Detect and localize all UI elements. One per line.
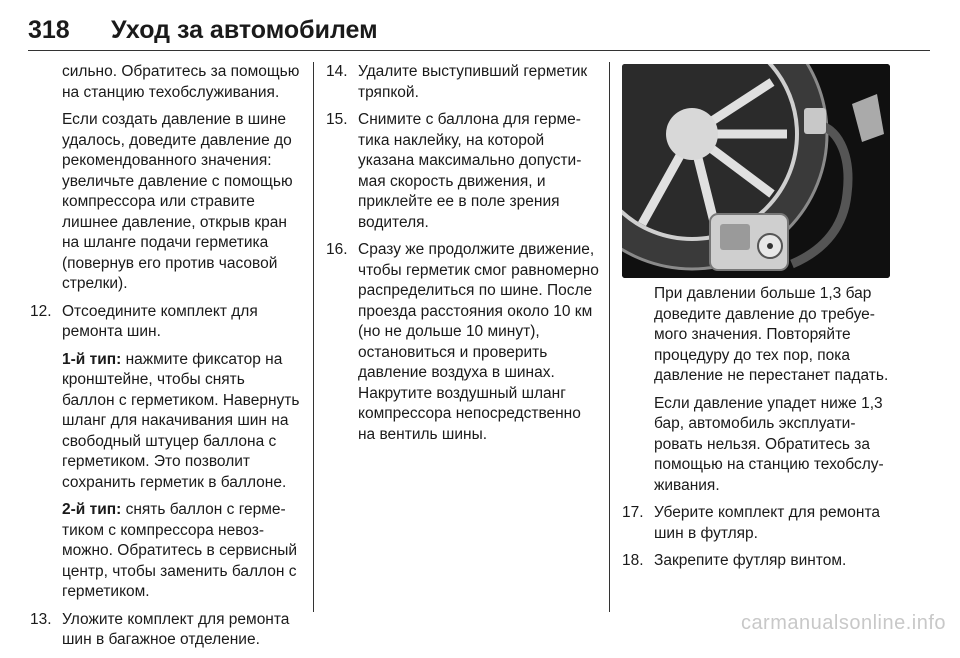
paragraph: При давлении больше 1,3 бар доведите давление до требуемого значения. Повторяйте процедуру до тех пор, пока давление не перестанет падать. [654, 285, 889, 384]
watermark: carmanualsonline.info [740, 612, 946, 634]
step-text: Снимите с баллона для герметика наклейку, на которой указана максимально допустимая скорость движения, и приклейте ее в поле зрения водителя. [358, 111, 582, 231]
step-number: 17. [622, 504, 644, 521]
step-text: Удалите выступивший герметик тряпкой. [358, 63, 588, 101]
step-text: Уложите комплект для ремонта шин в багажное отделение. [62, 610, 290, 648]
step-text: Отсоедините комплект для ремонта шин. [62, 302, 258, 340]
paragraph: Если давление упадет ниже 1,3 бар, автомобиль эксплуатировать нельзя. Обратитесь за помощью на станцию техобслуживания. [654, 394, 884, 494]
step-text: Уберите комплект для ремонта шин в футляр. [654, 504, 881, 542]
compressor-illustration [622, 64, 890, 278]
paragraph [30, 500, 300, 603]
type1-label: 1-й тип: [62, 350, 122, 368]
list-item [30, 302, 300, 343]
step-number: 18. [622, 552, 644, 569]
paragraph [30, 350, 300, 494]
step-number: 15. [326, 111, 348, 128]
column-left [30, 62, 300, 658]
list-item [326, 62, 601, 103]
column-divider [313, 62, 314, 612]
list-item [30, 610, 300, 651]
page-title: Уход за автомобилем [111, 16, 378, 44]
list-item [622, 503, 890, 544]
step-text: Сразу же продолжите движение, чтобы герметик смог равномерно распределиться по шине. После проезда расстояния около 10 км (но не дольше 10 минут), остановиться и проверить давление воздуха в шинах. Накрутите воздушный шланг компрессора непосредственно на вентиль шины. [358, 241, 599, 443]
type2-text: снять баллон с герметиком с компрессора невозможно. Обратитесь в сервисный центр, чтобы заменить баллон с герметиком. [62, 501, 298, 600]
type2-label: 2-й тип: [62, 501, 122, 518]
paragraph: сильно. Обратитесь за помощью на станцию техобслуживания. [62, 63, 300, 101]
type1-text: нажмите фиксатор на кронштейне, чтобы снять баллон с герметиком. Навернуть шланг для накачивания шин на свободный штуцер баллона с герметиком. Это позволит сохранить герметик в баллоне. [62, 350, 300, 491]
column-right [622, 64, 890, 579]
list-item [326, 240, 601, 445]
paragraph: Если создать давление в шине удалось, доведите давление до рекомендованного значения: увеличьте давление с помощью компрессора или стравите лишнее давление, открыв кран на шланге подачи герметика (повернув его против часовой стрелки). [62, 111, 293, 292]
step-text: Закрепите футляр винтом. [654, 552, 847, 569]
step-number: 13. [30, 610, 52, 628]
column-divider [609, 62, 610, 612]
column-middle [326, 62, 601, 452]
page-number: 318 [28, 16, 70, 44]
step-number: 12. [30, 302, 52, 320]
step-number: 16. [326, 241, 348, 258]
step-number: 14. [326, 63, 348, 80]
list-item [326, 110, 601, 233]
page-header [28, 14, 930, 51]
list-item [622, 551, 890, 572]
tire-compressor-icon [622, 64, 890, 278]
